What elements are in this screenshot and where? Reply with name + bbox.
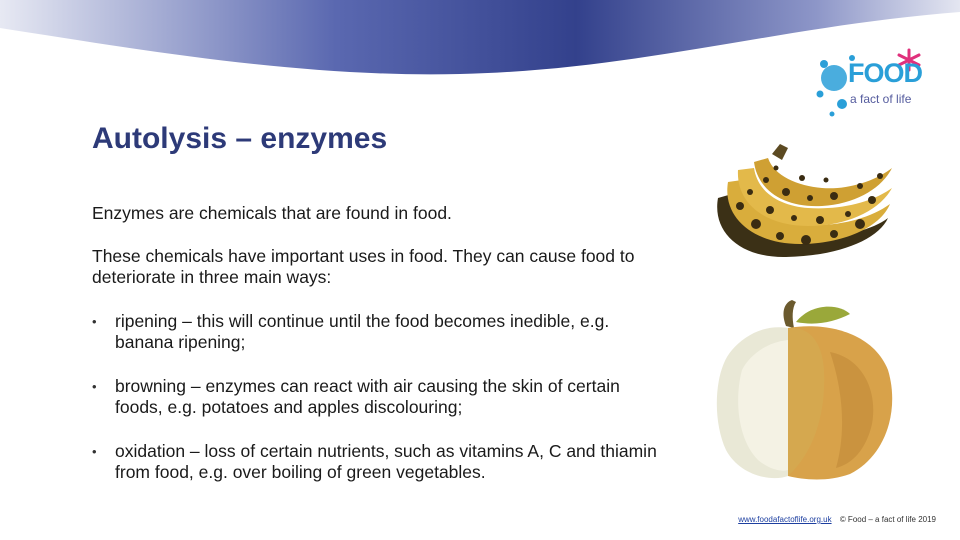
slide-title: Autolysis – enzymes: [92, 122, 388, 155]
list-item-browning: [92, 376, 662, 418]
copyright-text: © Food – a fact of life 2019: [839, 515, 936, 524]
list-item-text: oxidation – loss of certain nutrients, such as vitamins A, C and thiamin from food, e.g. over boiling of green vegetables.: [115, 441, 657, 482]
ways-paragraph: These chemicals have important uses in food. They can cause food to deteriorate in three main ways:: [92, 246, 635, 287]
list-item-text: browning – enzymes can react with air causing the skin of certain foods, e.g. potatoes and apples discolouring;: [115, 376, 620, 417]
bullet-marker: •: [92, 379, 97, 394]
intro-paragraph: Enzymes are chemicals that are found in food.: [92, 203, 452, 223]
list-item-oxidation: [92, 441, 662, 483]
logo-tagline: a fact of life: [850, 92, 912, 106]
list-item-text: ripening – this will continue until the food becomes inedible, e.g. banana ripening;: [115, 311, 610, 352]
browned-apple-half-image: [712, 300, 898, 482]
bullet-marker: •: [92, 314, 97, 329]
deterioration-ways-list: [92, 311, 662, 483]
slide-footer: [738, 515, 936, 524]
logo-word: FOOD: [848, 58, 922, 88]
food-a-fact-of-life-logo: [812, 44, 928, 126]
bullet-marker: •: [92, 444, 97, 459]
list-item-ripening: [92, 311, 662, 353]
website-link[interactable]: www.foodafactoflife.org.uk: [738, 515, 832, 524]
overripe-bananas-image: [710, 140, 900, 262]
